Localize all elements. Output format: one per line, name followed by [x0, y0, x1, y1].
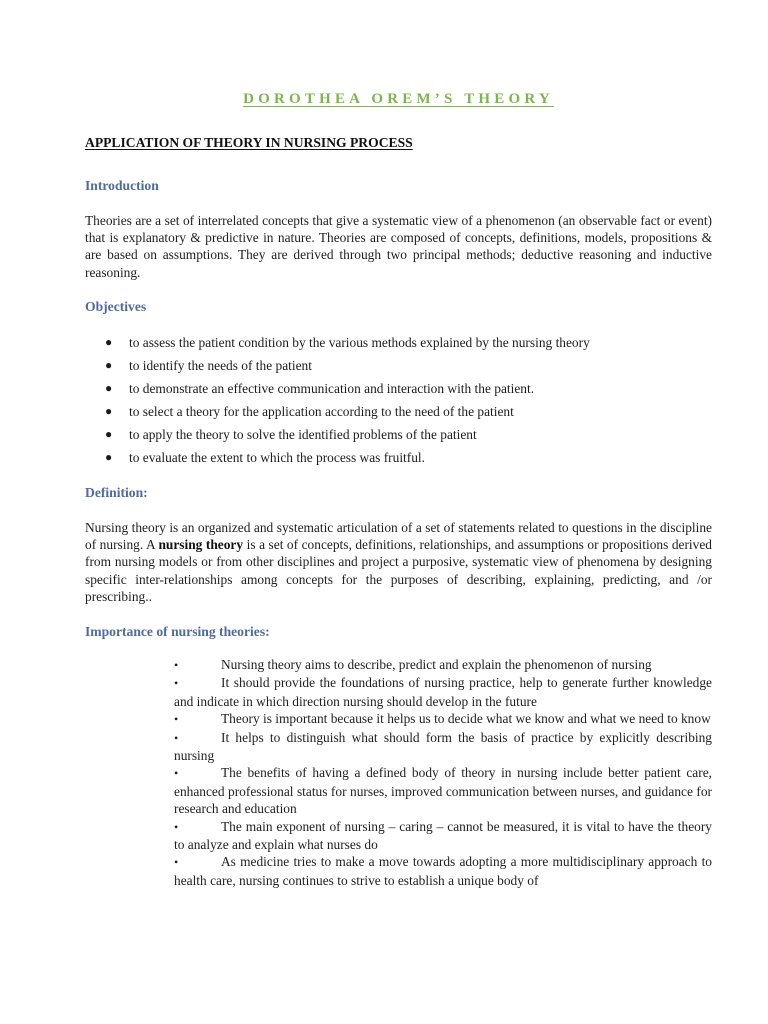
- bullet-icon: ●: [105, 335, 113, 349]
- list-item: • Nursing theory aims to describe, predict and explain the phenomenon of nursing: [174, 656, 712, 674]
- bullet-icon: •: [174, 658, 179, 672]
- list-item: ● to assess the patient condition by the various methods explained by the nursing theory: [105, 335, 590, 350]
- bullet-icon: ●: [105, 381, 113, 395]
- list-item: • The benefits of having a defined body of theory in nursing include better patient care, enhanced professional status for nurses, improved communication between nurses, and guidance for research and education: [174, 765, 712, 817]
- list-item: ● to demonstrate an effective communication and interaction with the patient.: [105, 381, 535, 396]
- bullet-icon: ●: [105, 358, 113, 372]
- bullet-icon: •: [174, 855, 179, 870]
- bullet-icon: •: [174, 730, 179, 745]
- bullet-icon: ●: [105, 450, 113, 464]
- list-item: ● to select a theory for the application according to the need of the patient: [105, 404, 514, 419]
- introduction-heading: Introduction: [85, 178, 159, 193]
- list-item: ● to apply the theory to solve the identified problems of the patient: [105, 427, 477, 442]
- document-title: DOROTHEA OREM’S THEORY: [243, 91, 554, 107]
- list-item: ● to evaluate the extent to which the process was fruitful.: [105, 450, 425, 465]
- importance-heading: Importance of nursing theories:: [85, 624, 270, 639]
- list-item: • The main exponent of nursing – caring – cannot be measured, it is vital to have the theory to analyze and explain what nurses do: [174, 818, 712, 853]
- bullet-icon: ●: [105, 427, 113, 441]
- bullet-icon: •: [174, 819, 179, 834]
- list-item: • Theory is important because it helps us to decide what we know and what we need to know: [174, 710, 712, 728]
- list-item: • As medicine tries to make a move towards adopting a more multidisciplinary approach to health care, nursing continues to strive to establish a unique body of: [174, 854, 712, 888]
- bullet-icon: ●: [105, 404, 113, 418]
- importance-list: [174, 656, 712, 889]
- application-heading: APPLICATION OF THEORY IN NURSING PROCESS: [85, 135, 413, 150]
- objectives-heading: Objectives: [85, 299, 147, 314]
- list-item: • It helps to distinguish what should form the basis of practice by explicitly describing nursing: [174, 729, 712, 764]
- definition-paragraph: Nursing theory is an organized and systematic articulation of a set of statements related to questions in the discipline of nursing. A nursing theory is a set of concepts, definitions, relationships, and assumptions or propositions derived from nursing models or from other disciplines and project a purposive, systematic view of phenomena by designing specific inter-relationships among concepts for the purposes of describing, explaining, predicting, and /or prescribing..: [85, 520, 712, 604]
- list-item: ● to identify the needs of the patient: [105, 358, 312, 373]
- bullet-icon: •: [174, 766, 179, 781]
- objectives-list: [85, 333, 712, 471]
- list-item: • It should provide the foundations of nursing practice, help to generate further knowledge and indicate in which direction nursing should develop in the future: [174, 675, 712, 709]
- bullet-icon: •: [174, 676, 179, 691]
- definition-heading: Definition:: [85, 485, 148, 500]
- introduction-paragraph: Theories are a set of interrelated concepts that give a systematic view of a phenomenon (an observable fact or event) that is explanatory & predictive in nature. Theories are composed of concepts, definitions, models, propositions & are based on assumptions. They are derived through two principal methods; deductive reasoning and inductive reasoning.: [85, 213, 712, 280]
- bold-term: nursing theory: [158, 537, 244, 553]
- bullet-icon: •: [174, 712, 179, 727]
